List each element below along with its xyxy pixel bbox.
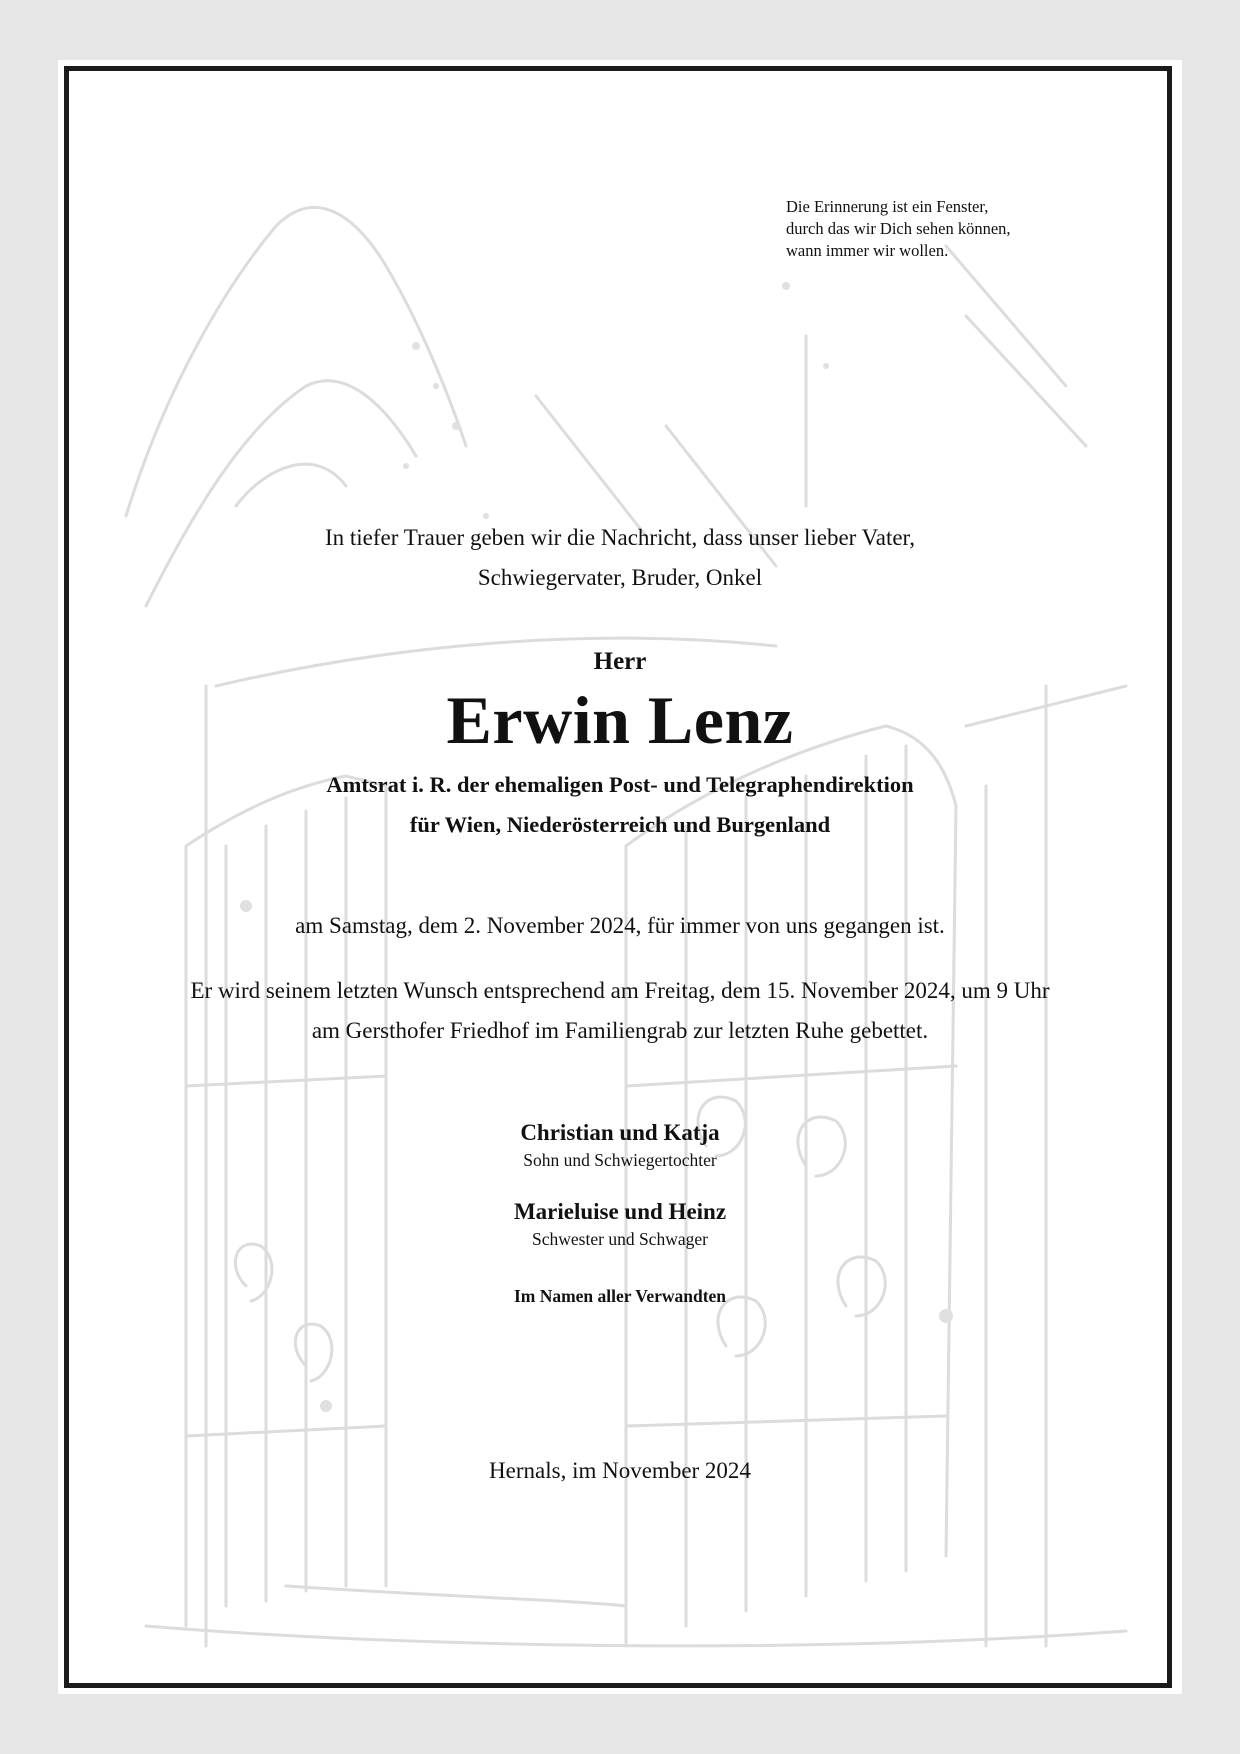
family-signoff: Im Namen aller Verwandten (513, 1286, 727, 1306)
quote-line: Die Erinnerung ist ein Fenster, (786, 197, 989, 216)
funeral-line: Er wird seinem letzten Wunsch entsprechend am Freitag, dem 15. November 2024, um 9 Uhr (190, 978, 1050, 1003)
quote-line: wann immer wir wollen. (786, 241, 949, 260)
cemetery-gate-sketch-icon (86, 86, 1156, 1668)
deceased-name: Erwin Lenz (446, 682, 794, 758)
mourner-relation: Sohn und Schwiegertochter (523, 1150, 717, 1170)
mourner-name: Marieluise und Heinz (513, 1199, 727, 1224)
mourner-entry (100, 1197, 1140, 1251)
funeral-details (100, 971, 1140, 1051)
death-notice: am Samstag, dem 2. November 2024, für immer von uns gegangen ist. (295, 913, 945, 938)
memorial-quote (786, 196, 1086, 262)
deceased-title (100, 765, 1140, 845)
intro-line: In tiefer Trauer geben wir die Nachricht, dass unser lieber Vater, (324, 525, 916, 550)
title-line: Amtsrat i. R. der ehemaligen Post- und Telegraphendirektion (326, 772, 914, 797)
intro-line: Schwiegervater, Bruder, Onkel (477, 565, 763, 590)
mourner-relation: Schwester und Schwager (532, 1229, 708, 1249)
funeral-line: am Gersthofer Friedhof im Familiengrab zur letzten Ruhe gebettet. (311, 1018, 929, 1043)
salutation: Herr (593, 648, 647, 675)
announcement-intro (100, 518, 1140, 598)
mourner-entry (100, 1118, 1140, 1172)
quote-line: durch das wir Dich sehen können, (786, 219, 1011, 238)
title-line: für Wien, Niederösterreich und Burgenland (409, 812, 831, 837)
mourner-name: Christian und Katja (520, 1120, 720, 1145)
place-and-date: Hernals, im November 2024 (489, 1458, 751, 1483)
